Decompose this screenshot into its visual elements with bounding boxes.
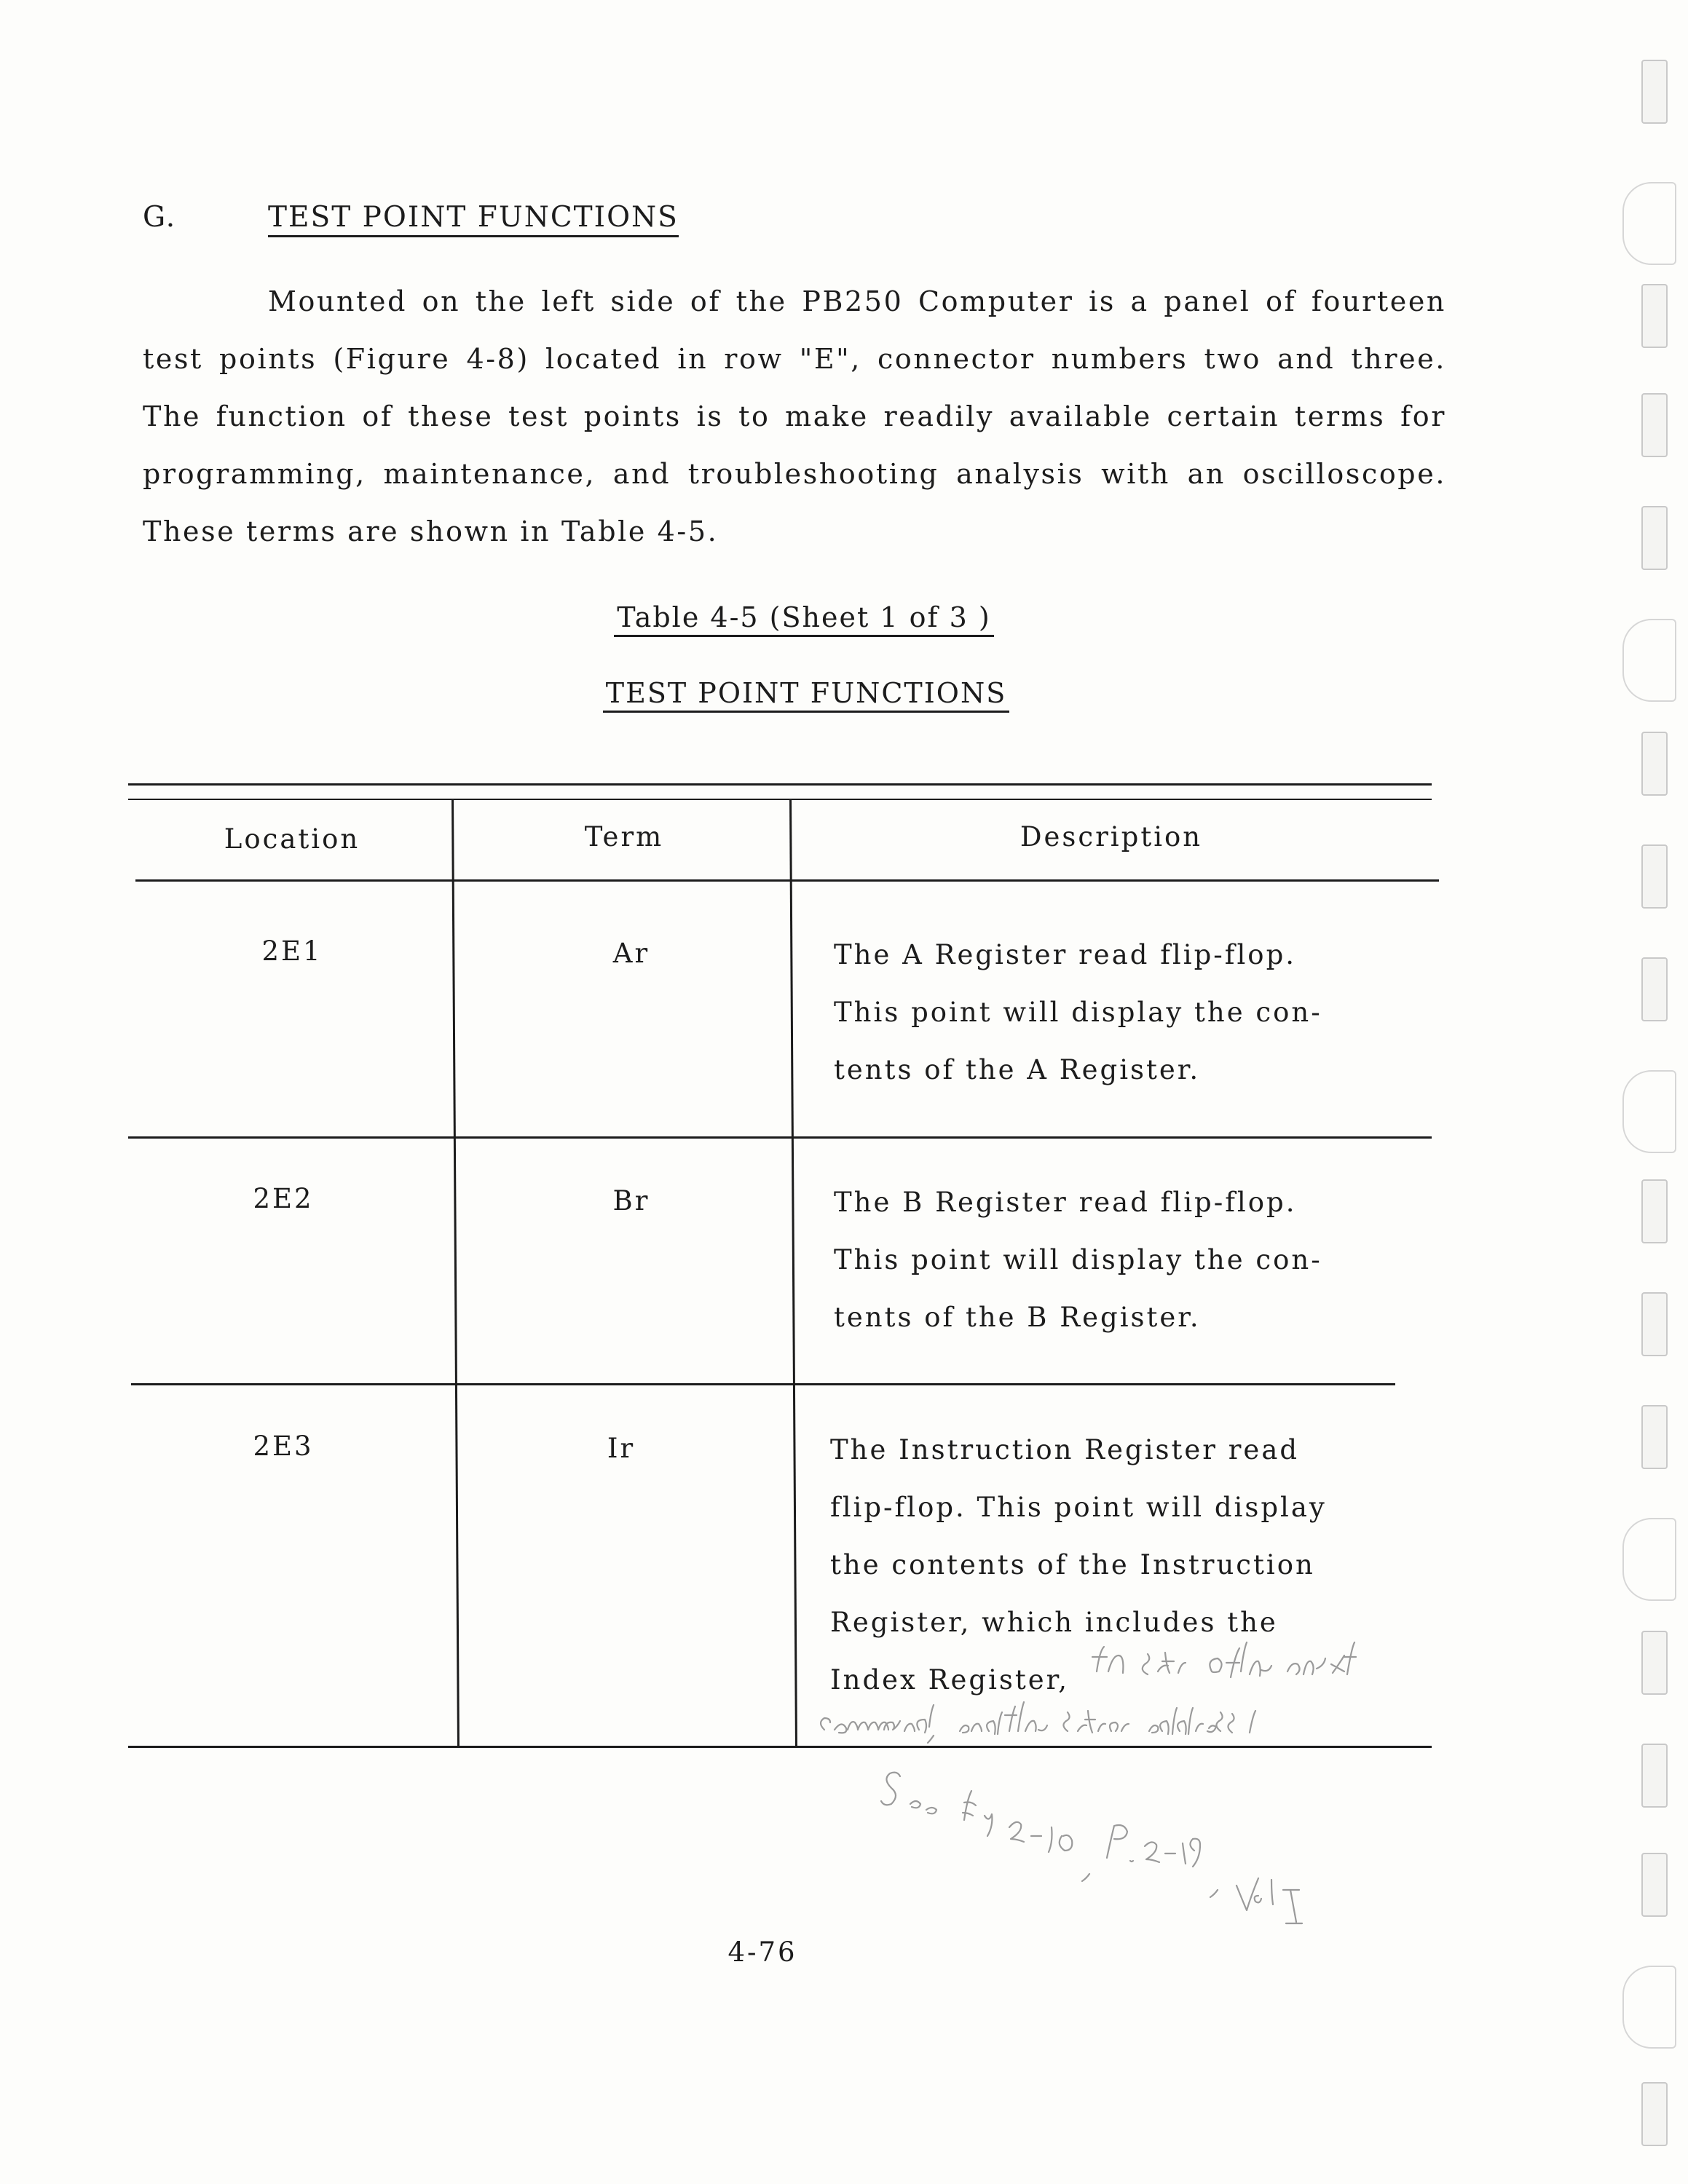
column-rule-1	[451, 799, 460, 1747]
punch-hole	[1641, 506, 1668, 570]
row-2-location: 2E2	[253, 1183, 314, 1214]
binder-ring	[1622, 182, 1676, 265]
punch-hole	[1641, 284, 1668, 348]
table-caption	[0, 601, 1648, 633]
row-1-description: The A Register read flip-flop. This point will display the con- tents of the A Register.	[834, 939, 1322, 1085]
row-3-location: 2E3	[253, 1431, 314, 1462]
row-3-term: Ir	[607, 1433, 636, 1464]
binder-holes	[1601, 0, 1688, 2184]
punch-hole	[1641, 393, 1668, 457]
punch-hole	[1641, 732, 1668, 796]
binder-ring	[1622, 1518, 1676, 1601]
table-top-rule-2	[128, 799, 1432, 800]
section-letter: G.	[143, 201, 177, 234]
binder-ring	[1622, 1966, 1676, 2049]
row-3-description: The Instruction Register read flip-flop. This point will display the contents of the Instruction Register, which includes the Index Register,	[830, 1434, 1327, 1696]
table-top-rule	[128, 783, 1432, 786]
table-caption-title: TEST POINT FUNCTIONS	[603, 677, 1009, 713]
table-caption-number: Table 4-5 (Sheet 1 of 3 )	[614, 601, 993, 637]
header-location: Location	[224, 823, 360, 855]
row-2-description: The B Register read flip-flop. This point will display the con- tents of the B Register.	[834, 1187, 1322, 1333]
row-1-term: Ar	[612, 938, 650, 969]
binder-ring	[1622, 1070, 1676, 1153]
punch-hole	[1641, 60, 1668, 124]
punch-hole	[1641, 2082, 1668, 2146]
section-title: TEST POINT FUNCTIONS	[268, 201, 679, 237]
row-1-location: 2E1	[261, 935, 323, 967]
punch-hole	[1641, 957, 1668, 1021]
row-rule-2	[131, 1383, 1395, 1385]
row-2-term: Br	[612, 1185, 650, 1216]
punch-hole	[1641, 1179, 1668, 1243]
punch-hole	[1641, 844, 1668, 909]
punch-hole	[1641, 1292, 1668, 1356]
table-caption-title-wrap	[0, 677, 1650, 709]
header-description: Description	[1019, 821, 1203, 852]
table-bottom-rule	[128, 1746, 1432, 1748]
punch-hole	[1641, 1631, 1668, 1695]
header-rule	[135, 879, 1439, 882]
intro-paragraph: Mounted on the left side of the PB250 Computer is a panel of fourteen test points (Figure 4-8) located in row "E", connector numbers two and three. The function of these test points is to make readily available certain terms for programming, maintenance, and troubleshooting analysis with an oscilloscope. These terms are shown in Table 4-5.	[143, 285, 1446, 547]
binder-ring	[1622, 619, 1676, 702]
punch-hole	[1641, 1853, 1668, 1917]
punch-hole	[1641, 1405, 1668, 1469]
row-rule-1	[128, 1136, 1432, 1139]
page-number: 4-76	[727, 1936, 797, 1968]
punch-hole	[1641, 1744, 1668, 1808]
header-term: Term	[584, 821, 664, 852]
